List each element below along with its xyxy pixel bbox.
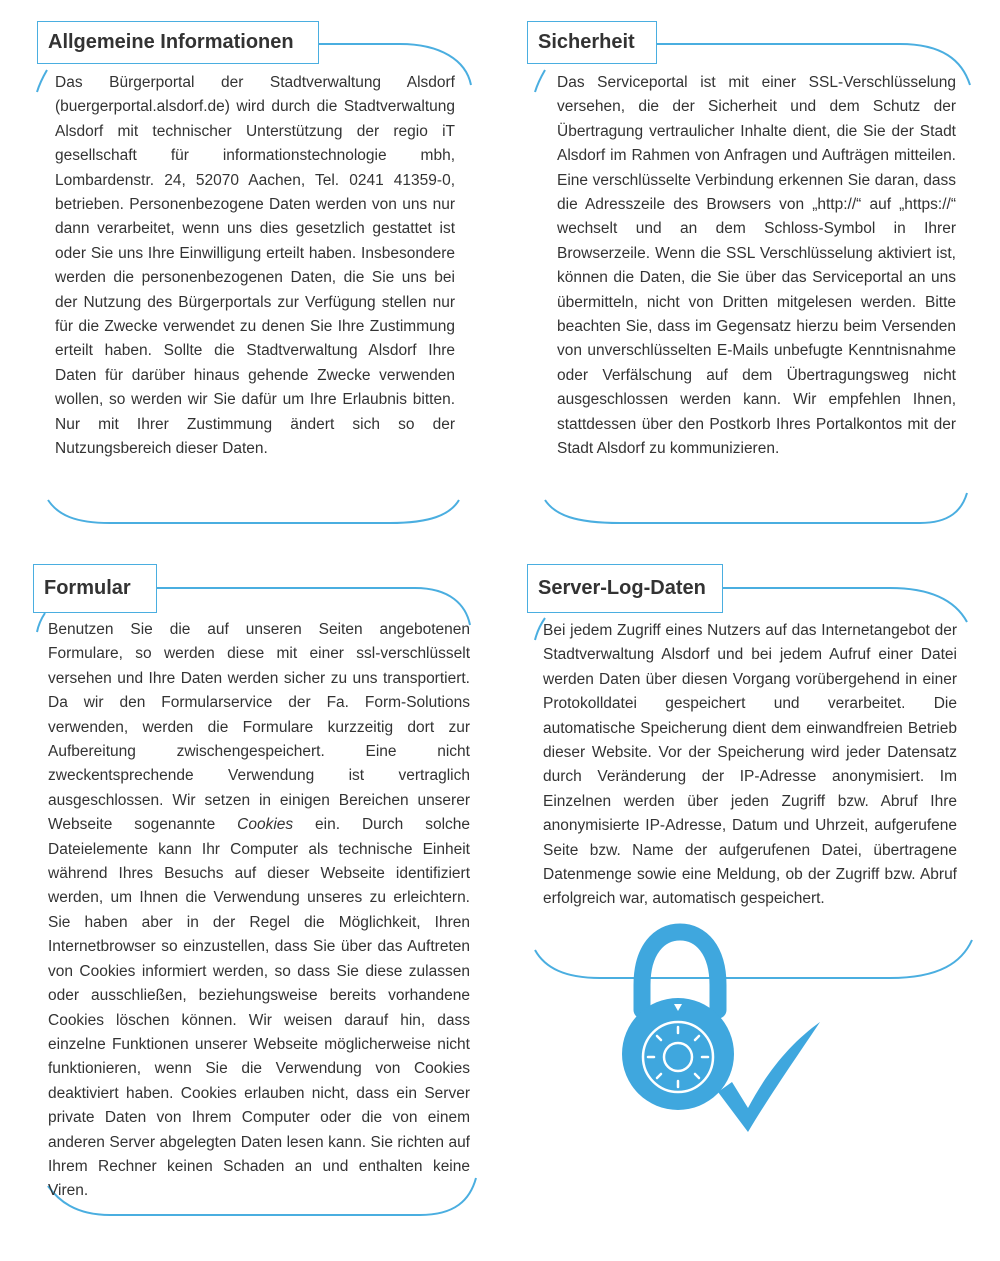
section-title: Sicherheit: [527, 21, 657, 64]
section-body: Das Bürgerportal der Stadtverwaltung Alsdorf (buergerportal.alsdorf.de) wird durch die Stadtverwaltung Alsdorf mit technischer Unterstützung der regio iT gesellschaft für informationstechnologie mbh, Lombardenstr. 24, 52070 Aachen, Tel. 0241 41359-0, betrieben. Personenbezogene Daten werden von uns nur dann verarbeitet, wenn uns dies gesetzlich gestattet ist oder Sie uns Ihre Einwilligung erteilt haben. Insbesondere werden die personenbezogenen Daten, die Sie uns bei der Nutzung des Bürgerportals zur Verfügung stellen nur für die Zwecke verwendet zu denen Sie Ihre Zustimmung erteilt haben. Sollte die Stadtverwaltung Alsdorf Ihre Daten für darüber hinaus gehende Zwecke verwenden wollen, so werden wir Sie dafür um Ihre Erlaubnis bitten. Nur mit Ihrer Zustimmung ändert sich so der Nutzungsbereich dieser Daten.: [55, 74, 455, 458]
body-text: ein. Durch solche Dateielemente kann Ihr Computer als technische Einheit während Ihres Besuchs auf dieser Webseite identifiziert werden, um Ihnen die Verwendung unseres zu erleichtern. Sie haben aber in der Regel die Möglichkeit, Ihren Internetbrowser so einzustellen, dass Sie über das Auftreten von Cookies informiert werden, so dass Sie diese zulassen oder ausschließen, beziehungsweise bereits vorhandene Cookies löschen können. Wir weisen darauf hin, dass einzelne Funktionen unserer Webseite möglicherweise nicht funktionieren, wenn Sie die Verwendung von Cookies deaktiviert haben. Cookies erlauben nicht, dass ein Server private Daten von Ihrem Computer oder die von einem anderen Server abgelegten Daten lesen kann. Sie richten auf Ihrem Rechner keinen Schaden an und enthalten keine Viren.: [48, 816, 470, 1200]
section-title: Allgemeine Informationen: [37, 21, 319, 64]
section-title: Formular: [33, 564, 157, 613]
section-body: Bei jedem Zugriff eines Nutzers auf das Internetangebot der Stadtverwaltung Alsdorf und bei jedem Aufruf einer Datei werden Daten über diesen Vorgang vorübergehend in einer Protokolldatei gespeichert und verarbeitet. Die automatische Speicherung dient dem einwandfreien Betrieb dieser Website. Vor der Speicherung wird jeder Datensatz durch Veränderung der IP-Adresse anonymisiert. Im Einzelnen werden über jeden Zugriff bzw. Abruf Ihre anonymisierte IP-Adresse, Datum und Uhrzeit, aufgerufene Seite bzw. Name der aufgerufenen Datei, übertragene Datenmenge sowie eine Meldung, ob der Zugriff bzw. Abruf erfolgreich war, automatisch gespeichert.: [543, 622, 957, 908]
body-text-emphasis: Cookies: [237, 816, 294, 834]
section-body: Das Serviceportal ist mit einer SSL-Verschlüsselung versehen, die der Sicherheit und dem Schutz der Übertragung vertraulicher Inhalte dient, die Sie der Stadt Alsdorf im Rahmen von Anfragen und Aufträgen mitteilen. Eine verschlüsselte Verbindung erkennen Sie daran, dass die Adresszeile des Browsers von „http://“ auf „https://“ wechselt und an dem Schloss-Symbol in Ihrer Browserzeile. Wenn die SSL Verschlüsselung aktiviert ist, können die Daten, die Sie über das Serviceportal an uns übermitteln, nicht von Dritten mitgelesen werden. Bitte beachten Sie, dass im Gegensatz hierzu beim Versenden von unverschlüsselten E-Mails unbefugte Kenntnisnahme oder Verfälschung auf dem Übertragungsweg nicht ausgeschlossen werden kann. Wir empfehlen Ihnen, stattdessen über den Postkorb Ihres Portalkontos mit der Stadt Alsdorf zu kommunizieren.: [557, 74, 956, 458]
section-title: Server-Log-Daten: [527, 564, 723, 613]
body-text: Benutzen Sie die auf unseren Seiten angebotenen Formulare, so werden diese mit einer ssl-verschlüsselt versehen und Ihre Daten werden sicher zu uns transportiert. Da wir den Formularservice der Fa. Form-Solutions verwenden, werden die Formulare kurzzeitig dort zur Aufbereitung zwischengespeichert. Eine nicht zweckentsprechende Verwendung ist vertraglich ausgeschlossen. Wir setzen in einigen Bereichen unserer Webseite sogenannte: [48, 621, 470, 834]
